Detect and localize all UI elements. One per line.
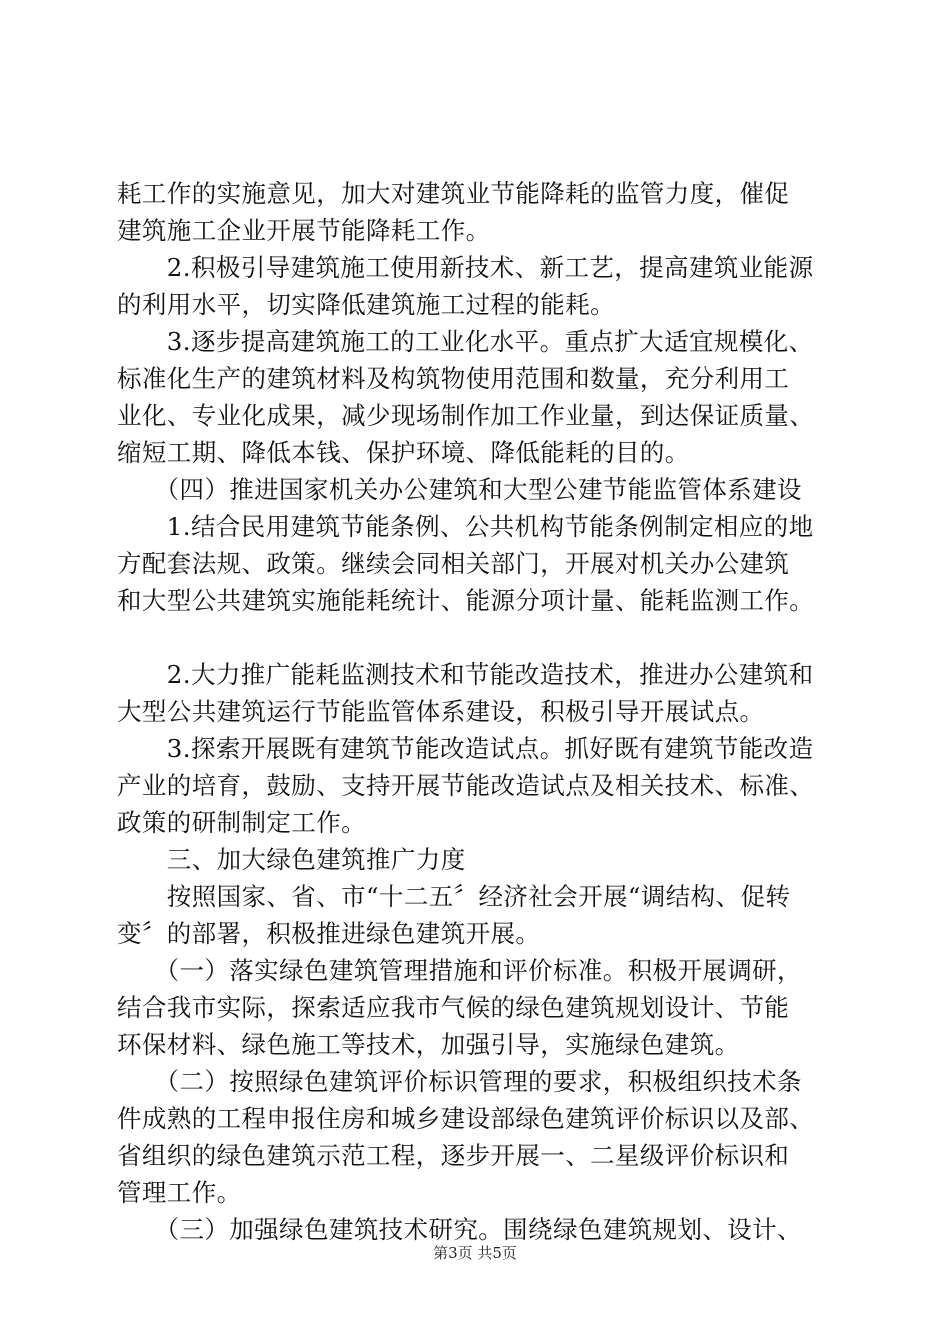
text-line: 2.积极引导建筑施工使用新技术、新工艺，提高建筑业能源 (117, 253, 814, 282)
text-line: 耗工作的实施意见，加大对建筑业节能降耗的监管力度，催促 (117, 179, 790, 208)
text-line: 管理工作。 (117, 1178, 242, 1207)
text-line: 结合我市实际，探索适应我市气候的绿色建筑规划设计、节能 (117, 993, 790, 1022)
text-line: 标准化生产的建筑材料及构筑物使用范围和数量，充分利用工 (117, 364, 790, 393)
section-heading: 三、加大绿色建筑推广力度 (117, 845, 466, 874)
text-line: 件成熟的工程申报住房和城乡建设部绿色建筑评价标识以及部、 (117, 1104, 815, 1133)
text-line: 3.探索开展既有建筑节能改造试点。抓好既有建筑节能改造 (117, 734, 814, 763)
text-line: （一）落实绿色建筑管理措施和评价标准。积极开展调研， (117, 956, 802, 985)
text-line: 政策的研制制定工作。 (117, 808, 366, 837)
text-line: 缩短工期、降低本钱、保护环境、降低能耗的目的。 (117, 438, 690, 467)
text-line: 变〞的部署，积极推进绿色建筑开展。 (117, 919, 541, 948)
text-line: 按照国家、省、市“十二五〞经济社会开展“调结构、促转 (117, 882, 791, 911)
text-line: 建筑施工企业开展节能降耗工作。 (117, 216, 491, 245)
text-line: 1.结合民用建筑节能条例、公共机构节能条例制定相应的地 (117, 512, 814, 541)
text-line: 大型公共建筑运行节能监管体系建设，积极引导开展试点。 (117, 697, 765, 726)
text-line: 方配套法规、政策。继续会同相关部门，开展对机关办公建筑 (117, 549, 790, 578)
section-heading: （四）推进国家机关办公建筑和大型公建节能监管体系建设 (117, 475, 802, 504)
text-line: 的利用水平，切实降低建筑施工过程的能耗。 (117, 290, 615, 319)
text-line: 省组织的绿色建筑示范工程，逐步开展一、二星级评价标识和 (117, 1141, 790, 1170)
text-line: （三）加强绿色建筑技术研究。围绕绿色建筑规划、设计、 (117, 1215, 802, 1244)
text-line: 环保材料、绿色施工等技术，加强引导，实施绿色建筑。 (117, 1030, 740, 1059)
page-number-footer: 第3页 共5页 (433, 1244, 517, 1262)
text-line: （二）按照绿色建筑评价标识管理的要求，积极组织技术条 (117, 1067, 802, 1096)
text-line: 2.大力推广能耗监测技术和节能改造技术，推进办公建筑和 (117, 660, 814, 689)
text-line: 业化、专业化成果，减少现场制作加工作业量，到达保证质量、 (117, 401, 815, 430)
text-line: 和大型公共建筑实施能耗统计、能源分项计量、能耗监测工作。 (117, 586, 815, 615)
text-line: 3.逐步提高建筑施工的工业化水平。重点扩大适宜规模化、 (117, 327, 814, 356)
text-line: 产业的培育，鼓励、支持开展节能改造试点及相关技术、标准、 (117, 771, 815, 800)
